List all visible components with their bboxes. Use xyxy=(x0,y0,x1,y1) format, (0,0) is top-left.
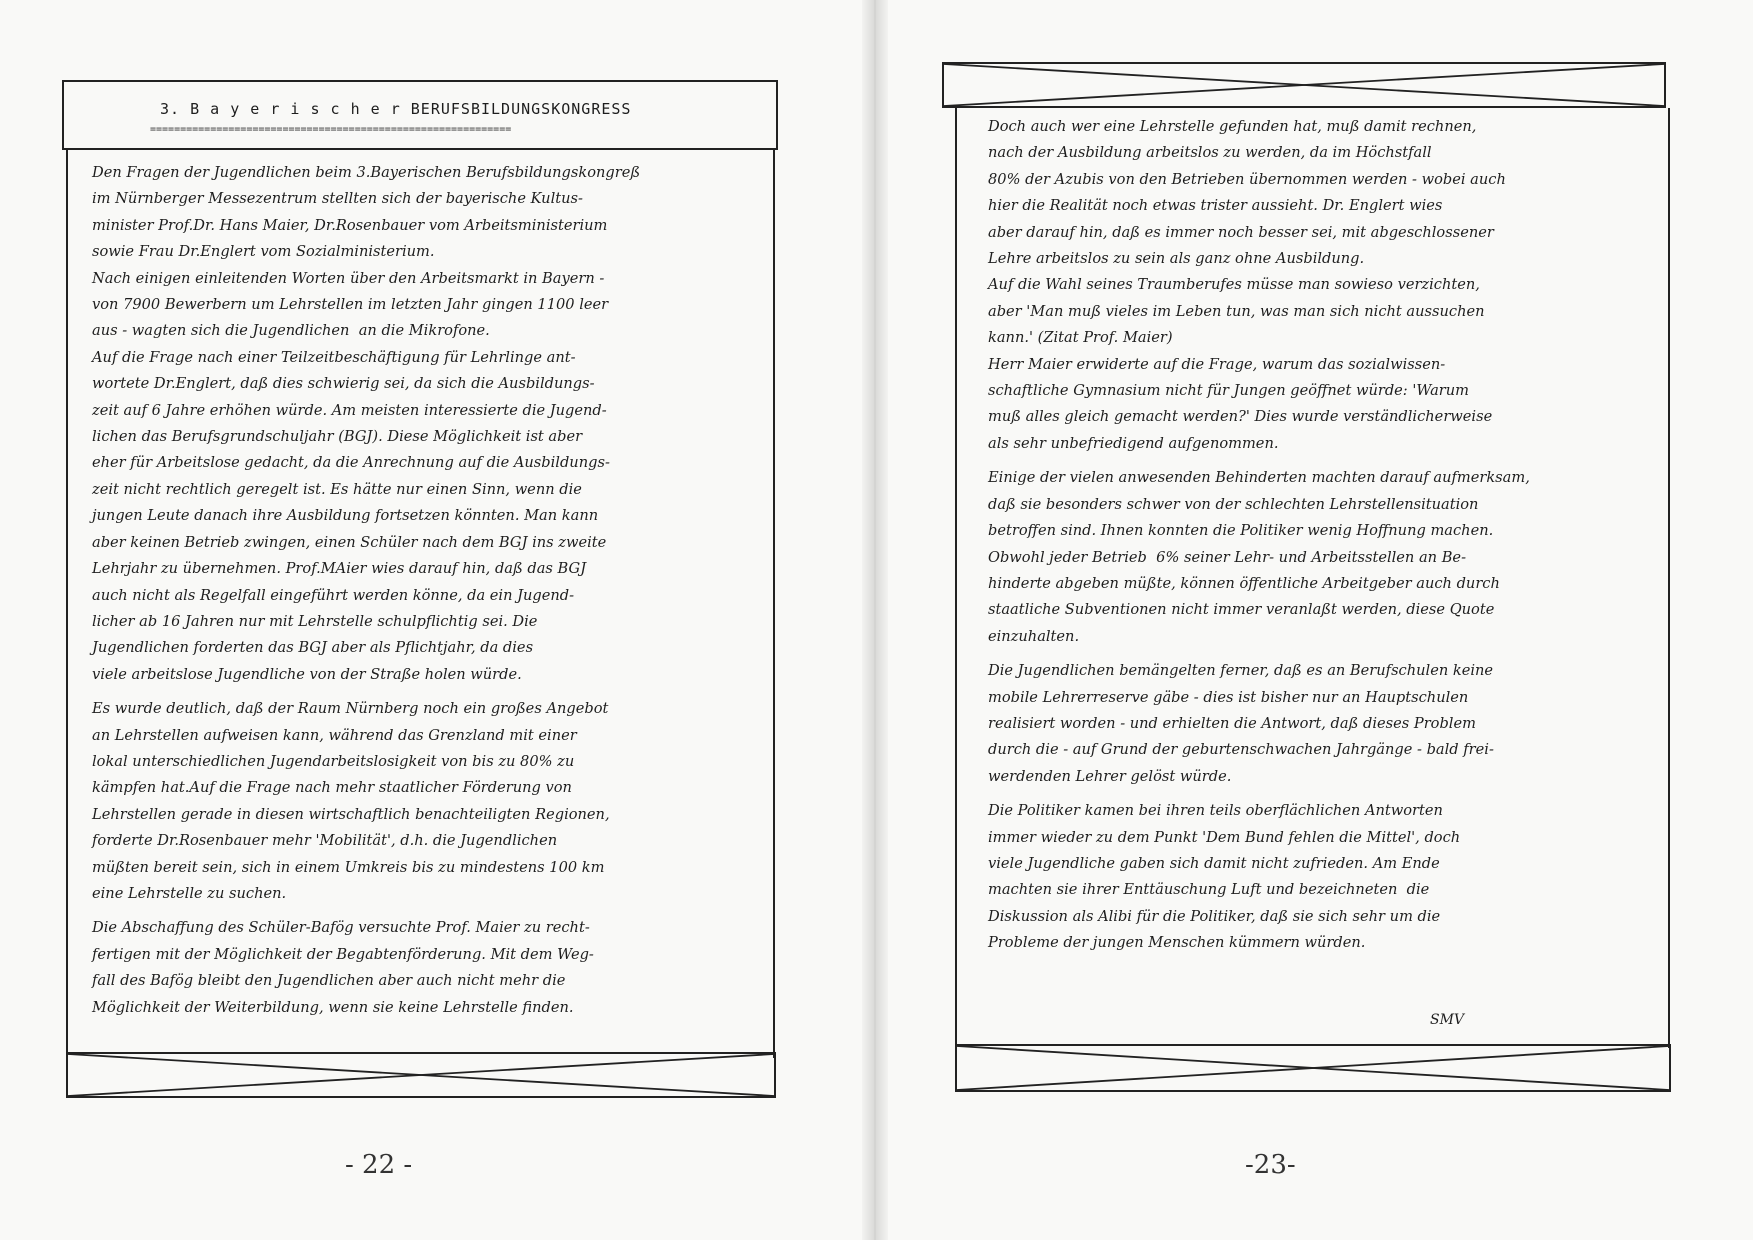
text-line: licher ab 16 Jahren nur mit Lehrstelle schulpflichtig sei. Die xyxy=(92,612,538,630)
left-page-number: - 22 - xyxy=(345,1150,413,1180)
text-line: wortete Dr.Englert, daß dies schwierig sei, da sich die Ausbildungs- xyxy=(92,375,595,393)
text-line: eine Lehrstelle zu suchen. xyxy=(92,884,287,902)
text-line: Es wurde deutlich, daß der Raum Nürnberg noch ein großes Angebot xyxy=(92,700,609,718)
text-line: muß alles gleich gemacht werden?' Dies wurde verständlicherweise xyxy=(988,408,1493,426)
paragraph xyxy=(988,114,1530,457)
text-line: Obwohl jeder Betrieb 6% seiner Lehr- und Arbeitsstellen an Be- xyxy=(988,548,1467,566)
text-line: zeit auf 6 Jahre erhöhen würde. Am meisten interessierte die Jugend- xyxy=(92,401,607,419)
text-line: schaftliche Gymnasium nicht für Jungen geöffnet würde: 'Warum xyxy=(988,382,1470,400)
text-line: hinderte abgeben müßte, können öffentliche Arbeitgeber auch durch xyxy=(988,574,1500,592)
text-line: Lehre arbeitslos zu sein als ganz ohne Ausbildung. xyxy=(988,250,1365,268)
text-line: Herr Maier erwiderte auf die Frage, warum das sozialwissen- xyxy=(988,355,1446,373)
text-line: hier die Realität noch etwas trister aussieht. Dr. Englert wies xyxy=(988,197,1443,215)
text-line: nach der Ausbildung arbeitslos zu werden, da im Höchstfall xyxy=(988,144,1432,162)
text-line: lokal unterschiedlichen Jugendarbeitslosigkeit von bis zu 80% zu xyxy=(92,752,575,770)
text-line: müßten bereit sein, sich in einem Umkreis bis zu mindestens 100 km xyxy=(92,858,605,876)
paragraph xyxy=(988,658,1530,790)
paragraph xyxy=(92,696,640,907)
text-line: von 7900 Bewerbern um Lehrstellen im letzten Jahr gingen 1100 leer xyxy=(92,296,609,314)
text-line: Die Abschaffung des Schüler-Bafög versuchte Prof. Maier zu recht- xyxy=(92,919,590,937)
left-page-header-rule: ============================================================ xyxy=(150,124,512,135)
text-line: als sehr unbefriedigend aufgenommen. xyxy=(988,434,1279,452)
text-line: Diskussion als Alibi für die Politiker, daß sie sich sehr um die xyxy=(988,907,1441,925)
text-line: lichen das Berufsgrundschuljahr (BGJ). Diese Möglichkeit ist aber xyxy=(92,428,583,446)
text-line: fertigen mit der Möglichkeit der Begabtenförderung. Mit dem Weg- xyxy=(92,945,594,963)
text-line: sowie Frau Dr.Englert vom Sozialministerium. xyxy=(92,243,435,261)
right-footer-cross-box xyxy=(955,1044,1671,1092)
text-line: Möglichkeit der Weiterbildung, wenn sie keine Lehrstelle finden. xyxy=(92,998,574,1016)
text-line: realisiert worden - und erhielten die Antwort, daß dieses Problem xyxy=(988,714,1476,732)
paragraph xyxy=(988,465,1530,650)
text-line: immer wieder zu dem Punkt 'Dem Bund fehlen die Mittel', doch xyxy=(988,828,1461,846)
text-line: jungen Leute danach ihre Ausbildung fortsetzen könnten. Man kann xyxy=(92,507,599,525)
text-line: kann.' (Zitat Prof. Maier) xyxy=(988,329,1173,347)
paragraph xyxy=(92,915,640,1021)
book-gutter xyxy=(862,0,888,1240)
text-line: 80% der Azubis von den Betrieben übernommen werden - wobei auch xyxy=(988,170,1506,188)
text-line: forderte Dr.Rosenbauer mehr 'Mobilität', d.h. die Jugendlichen xyxy=(92,832,558,850)
text-line: kämpfen hat.Auf die Frage nach mehr staatlicher Förderung von xyxy=(92,779,572,797)
left-frame-right-edge xyxy=(773,150,775,1058)
text-line: aus - wagten sich die Jugendlichen an die Mikrofone. xyxy=(92,322,490,340)
paragraph xyxy=(92,160,640,688)
text-line: Jugendlichen forderten das BGJ aber als Pflichtjahr, da dies xyxy=(92,639,534,657)
text-line: zeit nicht rechtlich geregelt ist. Es hätte nur einen Sinn, wenn die xyxy=(92,480,582,498)
text-line: auch nicht als Regelfall eingeführt werden könne, da ein Jugend- xyxy=(92,586,575,604)
text-line: Auf die Frage nach einer Teilzeitbeschäftigung für Lehrlinge ant- xyxy=(92,348,576,366)
text-line: Die Politiker kamen bei ihren teils oberflächlichen Antworten xyxy=(988,802,1443,820)
text-line: fall des Bafög bleibt den Jugendlichen aber auch nicht mehr die xyxy=(92,972,566,990)
left-frame-left-edge xyxy=(66,150,68,1058)
text-line: Doch auch wer eine Lehrstelle gefunden hat, muß damit rechnen, xyxy=(988,118,1477,135)
text-line: Auf die Wahl seines Traumberufes müsse man sowieso verzichten, xyxy=(988,276,1480,294)
text-line: viele Jugendliche gaben sich damit nicht zufrieden. Am Ende xyxy=(988,854,1440,872)
text-line: minister Prof.Dr. Hans Maier, Dr.Rosenbauer vom Arbeitsministerium xyxy=(92,216,608,234)
text-line: mobile Lehrerreserve gäbe - dies ist bisher nur an Hauptschulen xyxy=(988,688,1469,706)
right-page-number: -23- xyxy=(1245,1150,1296,1180)
text-line: eher für Arbeitslose gedacht, da die Anrechnung auf die Ausbildungs- xyxy=(92,454,610,472)
text-line: im Nürnberger Messezentrum stellten sich der bayerische Kultus- xyxy=(92,190,583,208)
left-footer-cross-box xyxy=(66,1052,776,1098)
text-line: viele arbeitslose Jugendliche von der Straße holen würde. xyxy=(92,665,522,683)
signature: SMV xyxy=(1430,1012,1465,1028)
text-line: aber darauf hin, daß es immer noch besser sei, mit abgeschlossener xyxy=(988,223,1494,241)
text-line: daß sie besonders schwer von der schlechten Lehrstellensituation xyxy=(988,495,1479,513)
left-page-body xyxy=(92,160,640,1021)
text-line: Lehrjahr zu übernehmen. Prof.MAier wies darauf hin, daß das BGJ xyxy=(92,560,587,578)
text-line: aber keinen Betrieb zwingen, einen Schüler nach dem BGJ ins zweite xyxy=(92,533,607,551)
paragraph xyxy=(988,798,1530,956)
left-page-header-title: 3. B a y e r i s c h e r BERUFSBILDUNGSKONGRESS xyxy=(160,100,632,118)
text-line: einzuhalten. xyxy=(988,627,1080,645)
text-line: aber 'Man muß vieles im Leben tun, was man sich nicht aussuchen xyxy=(988,302,1485,320)
right-header-cross-box xyxy=(942,62,1666,108)
right-frame-right-edge xyxy=(1668,108,1670,1048)
text-line: werdenden Lehrer gelöst würde. xyxy=(988,767,1232,785)
text-line: Probleme der jungen Menschen kümmern würden. xyxy=(988,934,1366,952)
text-line: Nach einigen einleitenden Worten über den Arbeitsmarkt in Bayern - xyxy=(92,269,605,287)
text-line: Den Fragen der Jugendlichen beim 3.Bayerischen Berufsbildungskongreß xyxy=(92,164,641,181)
text-line: Die Jugendlichen bemängelten ferner, daß es an Berufschulen keine xyxy=(988,662,1494,680)
text-line: betroffen sind. Ihnen konnten die Politiker wenig Hoffnung machen. xyxy=(988,522,1494,540)
right-page-body xyxy=(988,114,1530,957)
text-line: machten sie ihrer Enttäuschung Luft und bezeichneten die xyxy=(988,881,1430,899)
text-line: staatliche Subventionen nicht immer veranlaßt werden, diese Quote xyxy=(988,601,1495,619)
text-line: Einige der vielen anwesenden Behinderten machten darauf aufmerksam, xyxy=(988,469,1530,487)
text-line: Lehrstellen gerade in diesen wirtschaftlich benachteiligten Regionen, xyxy=(92,805,610,823)
text-line: durch die - auf Grund der geburtenschwachen Jahrgänge - bald frei- xyxy=(988,741,1494,759)
text-line: an Lehrstellen aufweisen kann, während das Grenzland mit einer xyxy=(92,726,577,744)
right-frame-left-edge xyxy=(955,108,957,1048)
